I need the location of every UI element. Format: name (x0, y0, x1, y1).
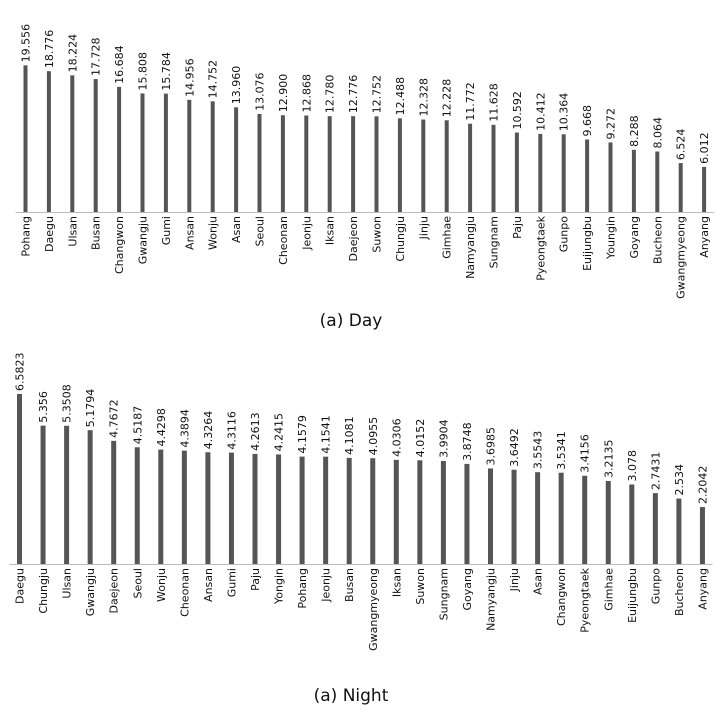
day-bar (24, 65, 28, 212)
day-category-label: Gwangmyeong (674, 216, 688, 299)
day-value-label: 14.752 (206, 59, 220, 99)
night-category-label: Gimhae (602, 568, 616, 611)
night-bar (41, 426, 46, 564)
day-category-label: Seoul (253, 216, 267, 247)
night-value-label: 4.2613 (249, 412, 262, 451)
day-category-label: Iksan (323, 216, 337, 246)
day-bar (702, 167, 706, 212)
day-bar (585, 139, 589, 212)
night-category-label: Wonju (154, 568, 168, 602)
night-bar (582, 476, 587, 564)
day-value-label: 6.012 (698, 132, 712, 164)
night-value-label: 4.7672 (107, 399, 121, 438)
night-bar (347, 458, 352, 564)
day-category-label: Jeonju (300, 216, 314, 250)
night-value-label: 3.078 (625, 449, 639, 482)
day-bar (164, 94, 168, 212)
night-category-label: Daejeon (107, 568, 121, 614)
day-bar (632, 150, 636, 212)
night-bar (676, 499, 681, 564)
day-value-label: 13.076 (253, 72, 267, 111)
day-bar (492, 125, 496, 212)
night-value-label: 4.0306 (390, 418, 404, 457)
day-value-label: 9.272 (604, 107, 618, 140)
day-value-label: 8.288 (627, 115, 641, 147)
night-bar (300, 457, 305, 564)
day-bar (47, 71, 51, 212)
night-bar (88, 430, 93, 564)
day-category-label: Goyang (627, 216, 641, 259)
night-category-label: Busan (343, 568, 357, 602)
night-bar (606, 481, 611, 564)
night-value-label: 5.356 (37, 391, 51, 423)
day-category-label: Ansan (183, 216, 197, 250)
day-category-label: Ulsan (66, 216, 80, 247)
day-category-label: Paju (510, 216, 524, 239)
night-category-label: Pyeongtaek (578, 568, 592, 633)
night-category-label: Bucheon (672, 568, 686, 617)
night-value-label: 4.4298 (154, 408, 168, 447)
night-value-label: 3.5543 (531, 430, 545, 470)
night-value-label: 5.3508 (60, 384, 74, 423)
night-bar (158, 450, 163, 564)
day-value-label: 10.364 (557, 92, 571, 132)
day-bar (562, 134, 566, 212)
night-value-label: 4.2415 (272, 412, 286, 452)
day-bar (70, 75, 74, 212)
night-value-label: 3.6492 (508, 428, 522, 467)
day-value-label: 11.772 (464, 82, 478, 121)
night-bar (323, 457, 328, 564)
night-category-label: Chungju (37, 568, 51, 614)
day-category-label: Youngin (604, 216, 618, 259)
day-value-label: 12.228 (440, 78, 454, 118)
day-bar (445, 120, 449, 212)
night-bar (370, 458, 375, 564)
night-value-label: 4.3894 (178, 409, 192, 448)
day-bar (538, 134, 542, 212)
night-bar (64, 426, 69, 564)
day-category-label: Chungju (393, 216, 407, 262)
day-value-label: 17.728 (89, 37, 103, 77)
night-bar (441, 461, 446, 564)
day-category-label: Wonju (206, 216, 220, 250)
night-bar (464, 464, 469, 564)
night-category-label: Euijungbu (625, 568, 639, 623)
day-bar (679, 163, 683, 212)
day-category-label: Daejeon (347, 216, 361, 262)
night-bar (205, 452, 210, 564)
day-category-label: Gunpo (557, 216, 571, 253)
day-value-label: 16.684 (113, 45, 127, 84)
day-category-label: Busan (89, 216, 103, 250)
night-value-label: 3.9904 (437, 419, 451, 458)
night-bar (629, 484, 634, 564)
day-bar (468, 124, 472, 212)
night-value-label: 4.0152 (413, 418, 427, 458)
night-category-labels (14, 567, 710, 651)
day-bar (421, 120, 425, 212)
night-category-label: Jinju (508, 568, 522, 592)
night-bar (417, 460, 422, 564)
night-category-label: Jeonju (319, 568, 333, 602)
day-bar (211, 101, 215, 212)
day-value-label: 18.776 (42, 29, 56, 69)
day-category-label: Bucheon (651, 216, 665, 265)
night-value-label: 4.3264 (201, 410, 215, 450)
night-category-label: Gwangmyeong (366, 568, 380, 651)
night-value-label: 4.5187 (131, 405, 145, 445)
night-value-label: 3.6985 (484, 426, 498, 466)
day-category-label: Euijungbu (581, 216, 595, 271)
night-value-labels (14, 352, 710, 504)
night-value-label: 3.5341 (555, 431, 569, 470)
night-bar (535, 472, 540, 564)
day-category-label: Jinju (417, 216, 431, 240)
night-bar (488, 468, 493, 564)
night-value-label: 4.0955 (366, 416, 380, 456)
day-bar (117, 87, 121, 212)
day-category-label: Changwon (113, 216, 127, 275)
day-value-label: 12.328 (417, 78, 431, 117)
night-value-label: 6.5823 (13, 352, 27, 391)
night-value-label: 2.7431 (649, 451, 663, 491)
day-chart (0, 0, 718, 340)
night-category-label: Daegu (13, 568, 27, 604)
night-bar (17, 394, 22, 564)
night-value-label: 3.2135 (602, 439, 616, 478)
day-value-label: 12.752 (370, 74, 384, 114)
day-category-label: Anyang (698, 216, 712, 258)
night-category-label: Pohang (296, 568, 310, 609)
night-bar (276, 454, 281, 564)
day-category-label: Sungnam (487, 216, 501, 269)
night-bar (229, 453, 234, 564)
day-value-label: 12.488 (393, 76, 407, 116)
night-category-label: Gunpo (649, 568, 663, 605)
night-bar (512, 470, 517, 564)
day-value-label: 15.808 (136, 51, 150, 91)
night-category-label: Sungnam (437, 568, 451, 621)
day-value-labels (20, 24, 712, 164)
night-category-label: Gwangju (84, 568, 98, 617)
day-category-label: Pohang (19, 216, 33, 257)
night-category-label: Changwon (555, 568, 569, 627)
night-bar (111, 441, 116, 564)
day-value-label: 12.900 (276, 73, 290, 113)
day-category-label: Gwangju (136, 216, 150, 265)
night-value-label: 4.1579 (296, 415, 310, 454)
day-value-label: 10.592 (510, 91, 524, 130)
day-value-label: 12.868 (300, 73, 314, 113)
night-bar (559, 473, 564, 564)
night-bar (253, 454, 258, 564)
day-category-label: Daegu (42, 216, 56, 252)
night-bar (182, 451, 187, 564)
night-bar (135, 447, 140, 564)
day-caption: (a) Day (319, 311, 383, 331)
day-value-label: 11.628 (487, 83, 501, 122)
day-value-label: 12.780 (323, 74, 337, 114)
day-value-label: 13.960 (230, 65, 244, 105)
day-value-label: 15.784 (159, 52, 173, 91)
night-category-label: Seoul (131, 568, 145, 599)
day-value-label: 14.956 (183, 58, 197, 97)
night-value-label: 4.1081 (343, 416, 357, 455)
day-category-label: Pyeongtaek (534, 216, 548, 281)
day-value-label: 6.524 (674, 128, 688, 161)
day-bar (281, 115, 285, 212)
night-category-label: Ulsan (60, 568, 74, 599)
night-bar (700, 507, 705, 564)
night-bar (653, 493, 658, 564)
night-value-label: 3.8748 (460, 422, 474, 461)
day-value-label: 18.224 (66, 33, 80, 73)
night-category-label: Namyangju (484, 568, 498, 631)
night-value-label: 4.1541 (319, 415, 333, 454)
day-category-label: Gimhae (440, 216, 454, 259)
day-bar (655, 152, 659, 212)
day-bar (328, 116, 332, 212)
day-category-label: Cheonan (276, 216, 290, 265)
day-bar (94, 79, 98, 212)
day-bar (515, 133, 519, 212)
day-value-label: 9.668 (581, 104, 595, 137)
night-value-label: 2.2042 (696, 465, 710, 505)
night-chart (0, 345, 718, 715)
night-category-label: Goyang (460, 568, 474, 611)
night-bar (394, 460, 399, 564)
day-bar (187, 100, 191, 212)
night-caption: (a) Night (313, 686, 389, 706)
day-bar (304, 115, 308, 212)
day-bar (375, 116, 379, 212)
day-category-label: Suwon (370, 216, 384, 253)
night-value-label: 2.534 (672, 464, 686, 496)
night-category-label: Ansan (201, 568, 215, 602)
night-category-label: Gumi (225, 568, 239, 598)
night-value-label: 4.3116 (225, 411, 239, 450)
night-category-label: Asan (531, 568, 545, 595)
night-category-label: Cheonan (178, 568, 192, 617)
day-bar (141, 93, 145, 212)
day-bar (234, 107, 238, 212)
night-category-label: Paju (249, 568, 262, 591)
day-value-label: 19.556 (19, 23, 33, 63)
day-category-label: Gumi (159, 216, 173, 246)
day-category-labels (20, 215, 712, 299)
night-category-label: Anyang (696, 568, 710, 610)
night-value-label: 5.1794 (84, 388, 98, 428)
night-category-label: Iksan (390, 568, 404, 598)
day-value-label: 10.412 (534, 92, 548, 131)
day-bar (398, 118, 402, 212)
day-bar (609, 142, 613, 212)
day-category-label: Asan (230, 216, 244, 243)
day-value-label: 12.776 (347, 74, 361, 114)
night-category-label: Suwon (413, 568, 427, 605)
day-bar (351, 116, 355, 212)
night-category-label: Yongin (272, 568, 286, 604)
day-value-label: 8.064 (651, 117, 665, 149)
night-value-label: 3.4156 (578, 434, 592, 473)
day-category-label: Namyangju (464, 216, 478, 279)
day-bar (258, 114, 262, 212)
